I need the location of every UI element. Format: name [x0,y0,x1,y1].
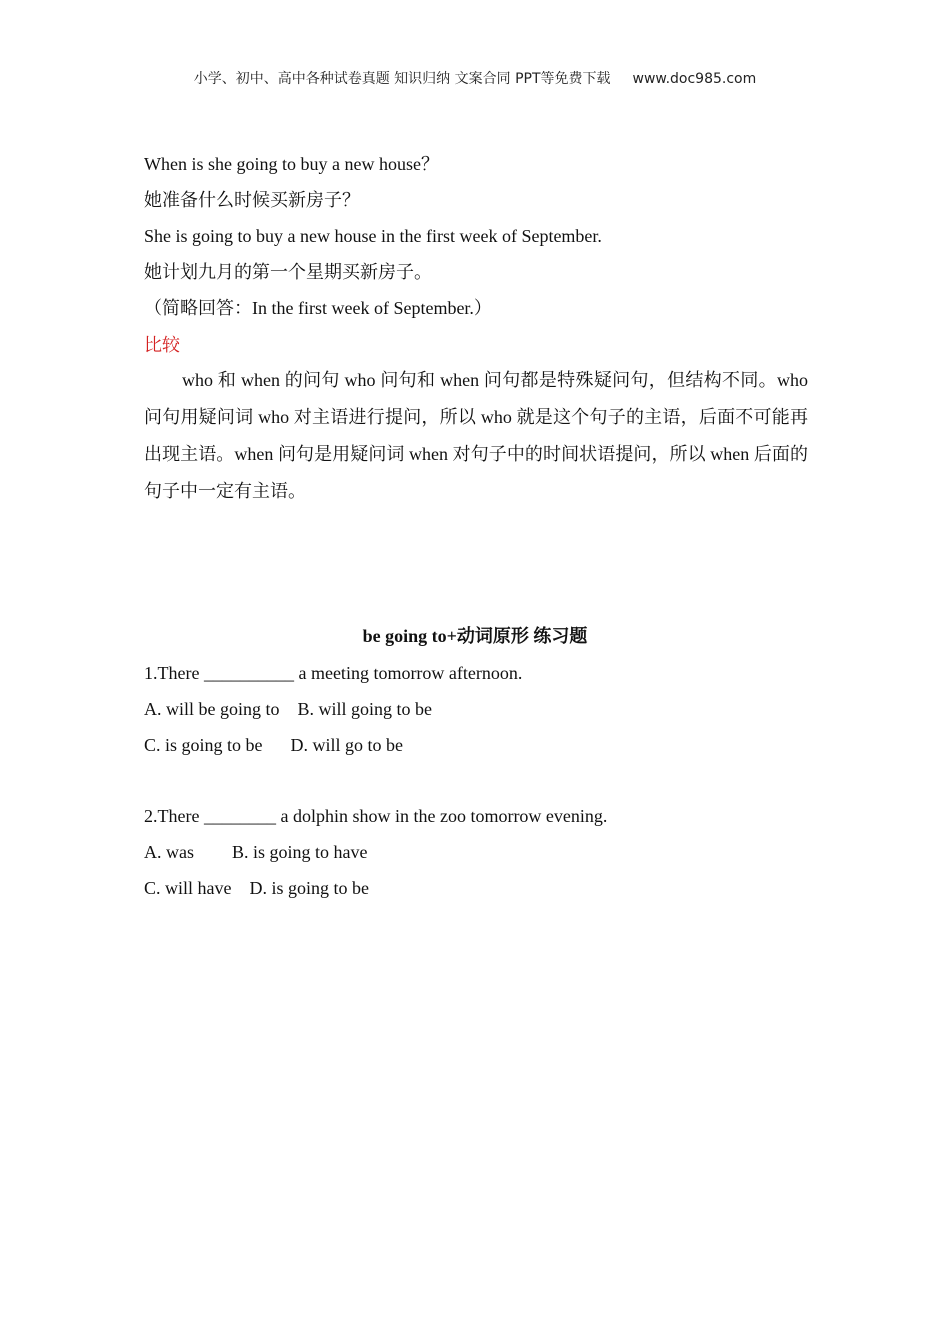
q2-options-row2 [144,876,369,900]
q2-option-d: D. is going to be [249,878,369,898]
q2-option-a: A. was [144,842,194,862]
q1-option-b: B. will going to be [297,699,432,719]
question-english: When is she going to buy a new house？ [144,154,439,174]
compare-paragraph [144,362,808,510]
q1-option-a: A. will be going to [144,699,280,719]
answer-english: She is going to buy a new house in the first week of September. [144,226,602,246]
short-answer: （简略回答：In the first week of September.） [144,298,492,318]
page-header [0,68,950,88]
q1-options-row2 [144,733,403,757]
answer-chinese: 她计划九月的第一个星期买新房子。 [144,262,432,282]
q2-options-row1 [144,840,368,864]
q1-option-d: D. will go to be [290,735,404,755]
q2-option-b: B. is going to have [232,842,368,862]
question-chinese: 她准备什么时候买新房子？ [144,190,360,210]
compare-text: who 和 when 的问句 who 问句和 when 问句都是特殊疑问句，但结构不同。who 问句用疑问词 who 对主语进行提问，所以 who 就是这个句子的主语，后面不可能再出现主语。when 问句是用疑问词 when 对句子中的时间状语提问，所以 when 后面的句子中一定有主语。 [144,370,808,501]
q2-option-c: C. will have [144,878,232,898]
header-site[interactable]: www.doc985.com [632,71,757,87]
q2-stem: 2.There ________ a dolphin show in the zoo tomorrow evening. [144,806,608,826]
q1-stem: 1.There __________ a meeting tomorrow afternoon. [144,663,523,683]
header-text: 小学、初中、高中各种试卷真题 知识归纳 文案合同 PPT等免费下载 [193,71,611,87]
compare-heading: 比较 [144,335,180,355]
q1-options-row1 [144,697,432,721]
q1-option-c: C. is going to be [144,735,263,755]
exercise-title: be going to+动词原形 练习题 [362,626,588,646]
